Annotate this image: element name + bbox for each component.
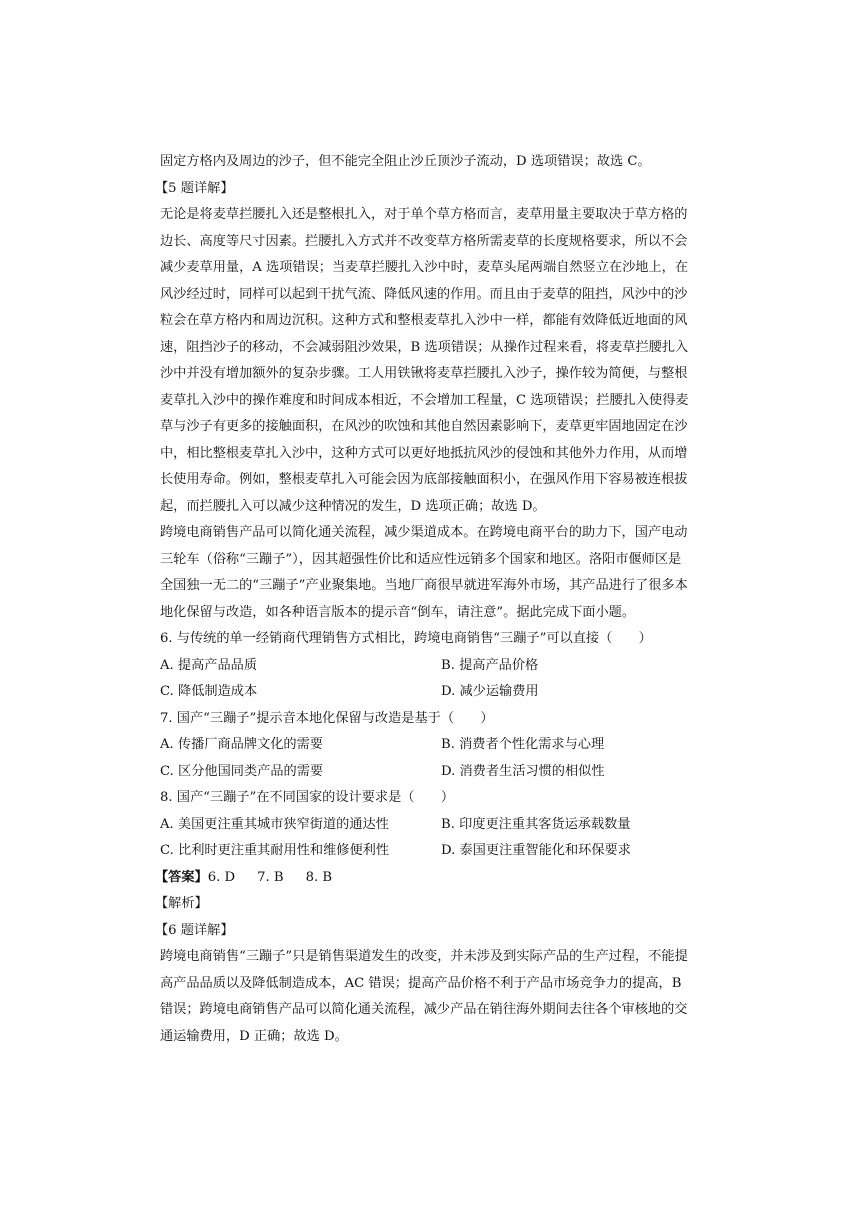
answer-item: 6. D [207, 869, 236, 885]
text-line: 全国独一无二的“三蹦子”产业聚集地。当地厂商很早就进军海外市场，其产品进行了很多本 [160, 578, 688, 593]
analysis-header: 【解析】 [155, 896, 208, 911]
option-a: A. 提高产品品质 [160, 657, 258, 673]
option-row [160, 679, 712, 706]
question-stem: 7. 国产“三蹦子”提示音本地化保留与改造是基于（ ） [160, 710, 494, 726]
option-row [160, 812, 712, 839]
option-c: C. 降低制造成本 [160, 684, 258, 699]
option-d: D. 减少运输费用 [441, 684, 539, 699]
question-stem: 6. 与传统的单一经销商代理销售方式相比，跨境电商销售“三蹦子”可以直接（ ） [160, 631, 652, 646]
option-a: A. 美国更注重其城市狭窄街道的通达性 [160, 816, 389, 832]
option-d: D. 泰国更注重智能化和环保要求 [441, 843, 631, 858]
question-stem: 8. 国产“三蹦子”在不同国家的设计要求是（ ） [160, 790, 455, 805]
text-line: 长使用寿命。例如，整根麦草扎入可能会因为底部接触面积小，在强风作用下容易被连根拔 [160, 472, 688, 487]
question-6 [160, 626, 712, 706]
option-c: C. 比利时更注重其耐用性和维修便利性 [160, 843, 390, 858]
text-line: 地化保留与改造，如各种语言版本的提示音“倒车，请注意”。据此完成下面小题。 [160, 604, 636, 620]
option-row [160, 838, 712, 865]
text-line: 草与沙子有更多的接触面积，在风沙的吹蚀和其他自然因素影响下，麦草更牢固地固定在沙 [160, 419, 688, 434]
option-b: B. 印度更注重其客货运承载数量 [441, 816, 631, 832]
text-line: 粒会在草方格内和周边沉积。这种方式和整根麦草扎入沙中一样，都能有效降低近地面的风 [160, 313, 688, 328]
document-page [155, 149, 712, 1050]
text-line: 跨境电商销售“三蹦子”只是销售渠道发生的改变，并未涉及到实际产品的生产过程，不能提 [160, 949, 688, 964]
text-line: 通运输费用，D 正确；故选 D。 [160, 1028, 348, 1044]
option-a: A. 传播厂商品牌文化的需要 [160, 737, 323, 752]
answer-label: 【答案】 [155, 869, 208, 885]
previous-answer-tail [160, 149, 712, 176]
option-c: C. 区分他国同类产品的需要 [160, 763, 324, 779]
q6-detail-body [160, 944, 712, 1050]
text-line: 麦草扎入沙中的操作难度和时间成本相近，不会增加工程量，C 选项错误；拦腰扎入使得麦 [160, 392, 689, 408]
text-line: 减少麦草用量，A 选项错误；当麦草拦腰扎入沙中时，麦草头尾两端自然竖立在沙地上，在 [160, 260, 689, 275]
option-row [160, 759, 712, 786]
text-line: 三轮车（俗称“三蹦子”），因其超强性价比和适应性远销多个国家和地区。洛阳市偃师区是 [160, 551, 682, 567]
text-line: 跨境电商销售产品可以简化通关流程，减少渠道成本。在跨境电商平台的助力下，国产电动 [160, 525, 688, 540]
question-7 [160, 706, 712, 786]
text-line: 边长、高度等尺寸因素。拦腰扎入方式并不改变草方格所需麦草的长度规格要求，所以不会 [160, 233, 688, 249]
text-line: 速，阻挡沙子的移动，不会减弱阻沙效果，B 选项错误；从操作过程来看，将麦草拦腰扎入 [160, 339, 689, 355]
text-line: 起，而拦腰扎入可以减少这种情况的发生，D 选项正确；故选 D。 [160, 498, 546, 514]
option-b: B. 提高产品价格 [441, 657, 539, 673]
option-row [160, 653, 712, 680]
text-line: 错误；跨境电商销售产品可以简化通关流程，减少产品在销往海外期间去往各个审核地的交 [160, 1002, 688, 1017]
option-b: B. 消费者个性化需求与心理 [441, 737, 605, 752]
text-line: 中，相比整根麦草扎入沙中，这种方式可以更好地抵抗风沙的侵蚀和其他外力作用，从而增 [160, 445, 688, 461]
text-line: 高产品品质以及降低制造成本，AC 错误；提高产品价格不利于产品市场竞争力的提高，B [160, 975, 682, 991]
option-d: D. 消费者生活习惯的相似性 [441, 763, 605, 779]
answer-item: 8. B [305, 869, 333, 885]
answer-item: 7. B [257, 869, 284, 885]
text-line: 风沙经过时，同样可以起到干扰气流、降低风速的作用。而且由于麦草的阻挡，风沙中的沙 [160, 286, 688, 302]
answer-line [155, 865, 712, 892]
option-row [160, 732, 712, 759]
q6-detail-header: 【6 题详解】 [155, 922, 234, 938]
text-line: 沙中并没有增加额外的复杂步骤。工人用铁锹将麦草拦腰扎入沙子，操作较为简便，与整根 [160, 366, 688, 381]
reading-passage [160, 520, 712, 626]
question-8 [160, 785, 712, 865]
q5-detail-header: 【5 题详解】 [155, 180, 234, 196]
text-line: 无论是将麦草拦腰扎入还是整根扎入，对于单个草方格而言，麦草用量主要取决于草方格的 [160, 207, 688, 222]
q5-detail-body [160, 202, 712, 520]
text-line: 固定方格内及周边的沙子，但不能完全阻止沙丘顶沙子流动，D 选项错误；故选 C。 [160, 154, 651, 169]
